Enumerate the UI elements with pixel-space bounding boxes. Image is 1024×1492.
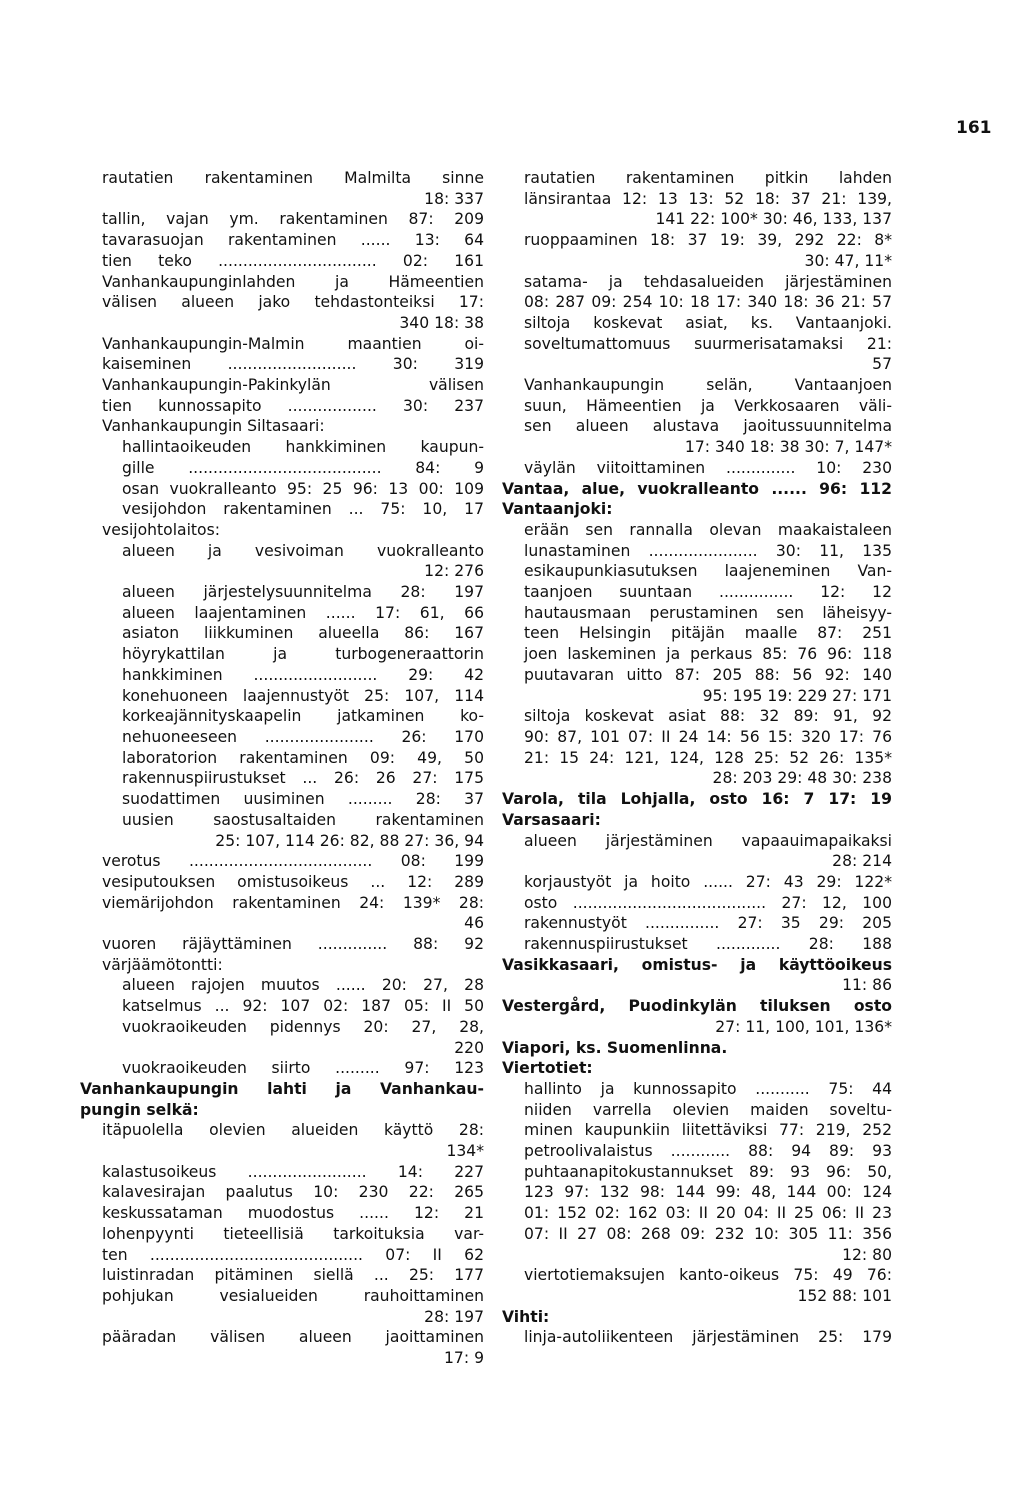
index-line: tien teko ................................ 02: 161: [102, 251, 484, 270]
index-line: 17: 340 18: 38 30: 7, 147*: [684, 438, 892, 457]
index-line: siltoja koskevat asiat 88: 32 89: 91, 92: [524, 707, 892, 726]
index-line: korjaustyöt ja hoito ...... 27: 43 29: 122*: [524, 872, 892, 891]
index-line: joen laskeminen ja perkaus 85: 76 96: 118: [524, 645, 892, 664]
index-line: Vanhankaupungin-Malmin maantien oi-: [102, 334, 484, 353]
index-heading: pungin selkä:: [80, 1100, 199, 1119]
index-line: viertotiemaksujen kanto-oikeus 75: 49 76:: [524, 1266, 892, 1285]
index-line: gille ....................................... 84: 9: [122, 458, 484, 477]
index-line: suun, Hämeentien ja Verkkosaaren väli-: [524, 396, 892, 415]
index-line: 11: 86: [842, 976, 892, 995]
index-line: 123 97: 132 98: 144 99: 48, 144 00: 124: [524, 1183, 892, 1202]
index-heading: Vantaa, alue, vuokralleanto ...... 96: 112: [502, 479, 892, 498]
index-line: pääradan välisen alueen jaoittaminen: [102, 1328, 484, 1347]
index-line: konehuoneen laajennustyöt 25: 107, 114: [122, 686, 484, 705]
index-line: ten ........................................... 07: II 62: [102, 1245, 484, 1264]
index-line: alueen laajentaminen ...... 17: 61, 66: [122, 603, 484, 622]
index-line: osan vuokralleanto 95: 25 96: 13 00: 109: [122, 479, 484, 498]
index-line: 07: II 27 08: 268 09: 232 10: 305 11: 356: [524, 1224, 892, 1243]
index-line: viemärijohdon rakentaminen 24: 139* 28:: [102, 893, 484, 912]
index-line: tavarasuojan rakentaminen ...... 13: 64: [102, 231, 484, 250]
index-line: siltoja koskevat asiat, ks. Vantaanjoki.: [524, 313, 892, 332]
index-line: välisen alueen jako tehdastonteiksi 17:: [102, 293, 484, 312]
index-line: rakennuspiirustukset ... 26: 26 27: 175: [122, 769, 484, 788]
index-line: vuoren räjäyttäminen .............. 88: 92: [102, 935, 484, 954]
index-heading: Varsasaari:: [502, 810, 601, 829]
index-line: lunastaminen ...................... 30: 11, 135: [524, 541, 892, 560]
index-column-right: [502, 168, 892, 1348]
index-line: 28: 197: [424, 1307, 484, 1326]
index-line: Vanhankaupunginlahden ja Hämeentien: [102, 272, 484, 291]
index-line: 12: 276: [424, 562, 484, 581]
index-line: sen alueen alustava jaoitussuunnitelma: [524, 417, 892, 436]
index-line: rakennustyöt ............... 27: 35 29: 205: [524, 914, 892, 933]
index-line: esikaupunkiasutuksen laajeneminen Van-: [524, 562, 892, 581]
index-line: soveltumattomuus suurmerisatamaksi 21:: [524, 334, 892, 353]
index-line: Vanhankaupungin selän, Vantaanjoen: [524, 376, 892, 395]
index-line: 28: 214: [832, 852, 892, 871]
index-line: höyrykattilan ja turbogeneraattorin: [122, 645, 484, 664]
index-line: pohjukan vesialueiden rauhoittaminen: [102, 1286, 484, 1305]
index-line: niiden varrella olevien maiden soveltu-: [524, 1100, 892, 1119]
index-line: osto ....................................... 27: 12, 100: [524, 893, 892, 912]
index-line: 30: 47, 11*: [804, 251, 892, 270]
index-heading: Varola, tila Lohjalla, osto 16: 7 17: 19: [502, 790, 892, 809]
index-line: 21: 15 24: 121, 124, 128 25: 52 26: 135*: [524, 748, 892, 767]
index-line: 57: [872, 355, 892, 374]
index-heading: Vihti:: [502, 1307, 550, 1326]
index-line: ruoppaaminen 18: 37 19: 39, 292 22: 8*: [524, 231, 892, 250]
index-line: uusien saostusaltaiden rakentaminen: [122, 810, 484, 829]
index-line: Vanhankaupungin Siltasaari:: [102, 417, 325, 436]
index-line: rautatien rakentaminen Malmilta sinne: [102, 169, 484, 187]
index-line: rakennuspiirustukset ............. 28: 188: [524, 935, 892, 954]
index-heading: Viertotiet:: [502, 1059, 593, 1078]
index-line: 152 88: 101: [797, 1286, 892, 1305]
index-line: satama- ja tehdasalueiden järjestäminen: [524, 272, 892, 291]
index-line: 27: 11, 100, 101, 136*: [715, 1017, 892, 1036]
index-heading: Vasikkasaari, omistus- ja käyttöoikeus: [502, 955, 892, 974]
index-line: vesijohtolaitos:: [102, 520, 220, 539]
index-line: vuokraoikeuden siirto ......... 97: 123: [122, 1059, 484, 1078]
index-line: tallin, vajan ym. rakentaminen 87: 209: [102, 210, 484, 229]
index-heading: Vantaanjoki:: [502, 500, 613, 519]
index-line: 134*: [446, 1142, 484, 1161]
index-heading: Vanhankaupungin lahti ja Vanhankau-: [80, 1079, 484, 1098]
index-line: 220: [454, 1038, 484, 1057]
index-line: teen Helsingin pitäjän maalle 87: 251: [524, 624, 892, 643]
index-heading: Viapori, ks. Suomenlinna.: [502, 1038, 728, 1057]
index-line: vuokraoikeuden pidennys 20: 27, 28,: [122, 1017, 484, 1036]
index-line: 25: 107, 114 26: 82, 88 27: 36, 94: [215, 831, 484, 850]
index-line: katselmus ... 92: 107 02: 187 05: II 50: [122, 997, 484, 1016]
index-line: keskussataman muodostus ...... 12: 21: [102, 1204, 484, 1223]
index-line: 90: 87, 101 07: II 24 14: 56 15: 320 17: 76: [524, 727, 892, 746]
index-line: nehuoneeseen ...................... 26: 170: [122, 727, 484, 746]
index-line: linja-autoliikenteen järjestäminen 25: 179: [524, 1328, 892, 1347]
index-line: alueen järjestelysuunnitelma 28: 197: [122, 583, 484, 602]
index-line: vesijohdon rakentaminen ... 75: 10, 17: [122, 500, 484, 519]
index-line: värjäämötontti:: [102, 955, 223, 974]
index-line: länsirantaa 12: 13 13: 52 18: 37 21: 139,: [524, 189, 892, 208]
index-heading: Vestergård, Puodinkylän tiluksen osto: [502, 997, 892, 1016]
index-line: laboratorion rakentaminen 09: 49, 50: [122, 748, 484, 767]
index-line: 340 18: 38: [399, 313, 484, 332]
index-line: luistinradan pitäminen siellä ... 25: 177: [102, 1266, 484, 1285]
index-line: kalastusoikeus ........................ 14: 227: [102, 1162, 484, 1181]
index-line: minen kaupunkiin liitettäviksi 77: 219, 252: [524, 1121, 892, 1140]
index-line: 18: 337: [424, 189, 484, 208]
index-line: kaiseminen .......................... 30: 319: [102, 355, 484, 374]
index-line: itäpuolella olevien alueiden käyttö 28:: [102, 1121, 484, 1140]
index-line: 08: 287 09: 254 10: 18 17: 340 18: 36 21: 57: [524, 293, 892, 312]
index-line: 28: 203 29: 48 30: 238: [712, 769, 892, 788]
index-line: asiaton liikkuminen alueella 86: 167: [122, 624, 484, 643]
index-line: 95: 195 19: 229 27: 171: [702, 686, 892, 705]
index-line: petroolivalaistus ............ 88: 94 89: 93: [524, 1142, 892, 1161]
index-line: alueen järjestäminen vapaauimapaikaksi: [524, 831, 892, 850]
index-line: erään sen rannalla olevan maakaistaleen: [524, 520, 892, 539]
index-line: 46: [464, 914, 484, 933]
index-line: väylän viitoittaminen .............. 10: 230: [524, 458, 892, 477]
index-line: korkeajännityskaapelin jatkaminen ko-: [122, 707, 484, 726]
index-line: 12: 80: [842, 1245, 892, 1264]
index-line: hautausmaan perustaminen sen läheisyy-: [524, 603, 892, 622]
index-line: verotus ..................................... 08: 199: [102, 852, 484, 871]
page-number: 161: [956, 118, 992, 138]
index-line: 17: 9: [444, 1349, 484, 1368]
index-column-left: [80, 168, 484, 1369]
index-line: suodattimen uusiminen ......... 28: 37: [122, 790, 484, 809]
index-line: vesiputouksen omistusoikeus ... 12: 289: [102, 872, 484, 891]
index-line: rautatien rakentaminen pitkin lahden: [524, 169, 892, 187]
index-line: hankkiminen ......................... 29: 42: [122, 665, 484, 684]
index-line: 01: 152 02: 162 03: II 20 04: II 25 06: II 23: [524, 1204, 892, 1223]
index-line: hallinto ja kunnossapito ........... 75: 44: [524, 1079, 892, 1098]
index-line: kalavesirajan paalutus 10: 230 22: 265: [102, 1183, 484, 1202]
index-line: tien kunnossapito .................. 30: 237: [102, 396, 484, 415]
index-line: hallintaoikeuden hankkiminen kaupun-: [122, 438, 484, 457]
index-line: puutavaran uitto 87: 205 88: 56 92: 140: [524, 665, 892, 684]
index-line: alueen rajojen muutos ...... 20: 27, 28: [122, 976, 484, 995]
index-line: puhtaanapitokustannukset 89: 93 96: 50,: [524, 1162, 892, 1181]
index-line: taanjoen suuntaan ............... 12: 12: [524, 583, 892, 602]
index-line: alueen ja vesivoiman vuokralleanto: [122, 541, 484, 560]
index-line: 141 22: 100* 30: 46, 133, 137: [655, 210, 892, 229]
index-line: Vanhankaupungin-Pakinkylän välisen: [102, 376, 484, 395]
index-line: lohenpyynti tieteellisiä tarkoituksia var-: [102, 1224, 484, 1243]
